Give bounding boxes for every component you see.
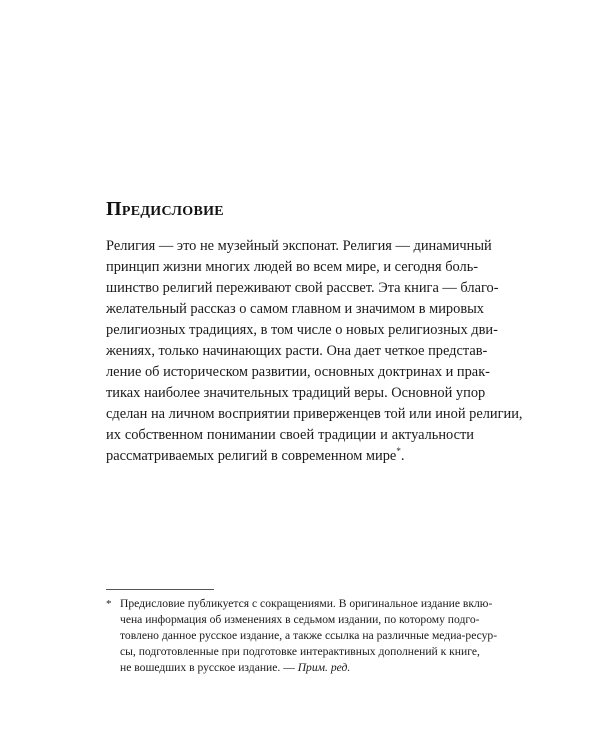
footnote-body xyxy=(120,596,498,676)
footnote-reference: * xyxy=(396,446,401,457)
body-line: их собственном понимании своей традиции и актуальности xyxy=(106,427,474,443)
footnote-divider xyxy=(106,589,214,590)
footnote xyxy=(106,596,498,676)
body-line-text: рассматриваемых религий в современном мире xyxy=(106,448,397,464)
body-line: желательный рассказ о самом главном и значимом в мировых xyxy=(106,301,484,317)
footnote-line-text: не вошедших в русское издание. — xyxy=(120,661,298,674)
footnote-line: чена информация об изменениях в седьмом издании, по которому подго- xyxy=(120,613,480,626)
body-line: религиозных традициях, в том числе о новых религиозных дви- xyxy=(106,322,498,338)
body-line-last: рассматриваемых религий в современном мире*. xyxy=(106,446,405,464)
body-line: тиках наиболее значительных традиций веры. Основной упор xyxy=(106,385,486,401)
footnote-line: сы, подготовленные при подготовке интерактивных дополнений к книге, xyxy=(120,645,480,658)
body-line: жениях, только начинающих расти. Она дает четкое представ- xyxy=(106,343,488,359)
body-line: шинство религий переживают свой рассвет. Эта книга — благо- xyxy=(106,280,499,296)
section-heading: Предисловие xyxy=(106,198,224,220)
footnote-line: товлено данное русское издание, а также ссылка на различные медиа-ресур- xyxy=(120,629,498,642)
body-line: принцип жизни многих людей во всем мире, и сегодня боль- xyxy=(106,259,479,275)
footnote-marker: * xyxy=(106,598,112,610)
editor-note: Прим. ред. xyxy=(297,661,351,674)
body-paragraph xyxy=(106,236,523,467)
body-line: Религия — это не музейный экспонат. Религия — динамичный xyxy=(106,238,492,254)
body-line: сделан на личном восприятии приверженцев той или иной религии, xyxy=(106,406,523,422)
body-line: ление об историческом развитии, основных доктринах и прак- xyxy=(106,364,490,380)
footnote-line-last xyxy=(120,660,474,676)
footnote-line: Предисловие публикуется с сокращениями. В оригинальное издание вклю- xyxy=(120,597,493,610)
